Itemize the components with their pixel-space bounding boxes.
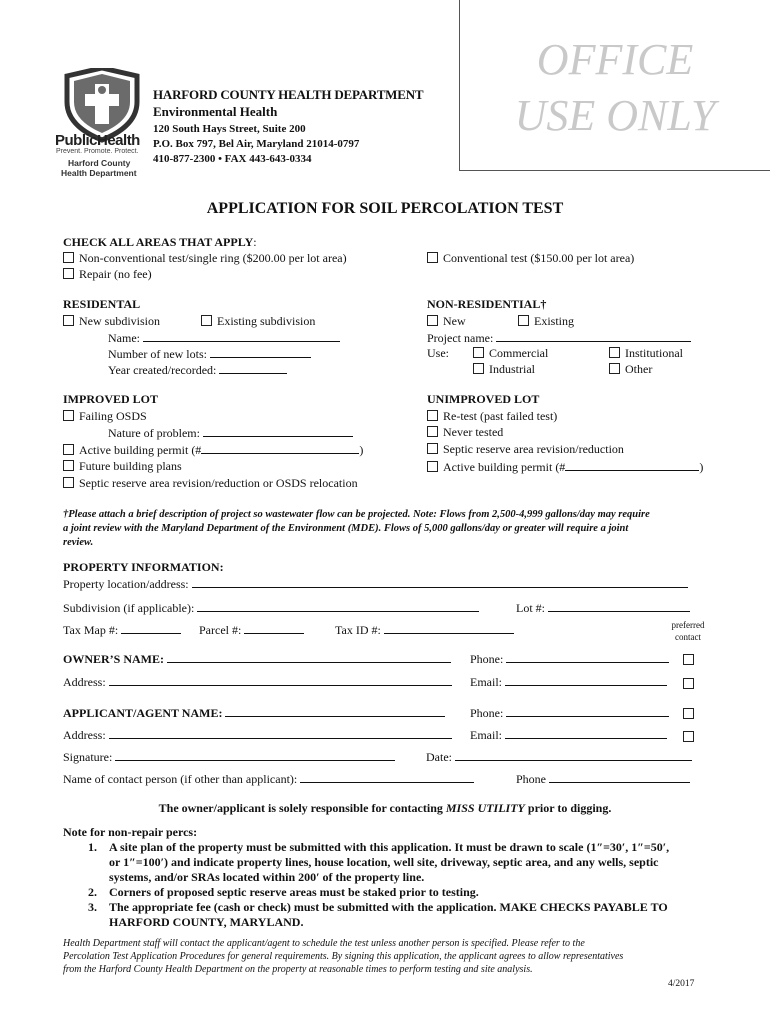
checkbox[interactable] [609, 363, 620, 374]
checkbox[interactable] [201, 315, 212, 326]
checkbox[interactable] [63, 252, 74, 263]
option-future-building[interactable]: Future building plans [63, 459, 182, 474]
option-nonres-existing[interactable]: Existing [518, 314, 574, 329]
checkbox[interactable] [427, 315, 438, 326]
checkbox[interactable] [427, 461, 438, 472]
address-line-2: P.O. Box 797, Bel Air, Maryland 21014-0797 [153, 138, 360, 150]
checkbox[interactable] [427, 443, 438, 454]
note-3-line-2: HARFORD COUNTY, MARYLAND. [109, 915, 304, 929]
form-version: 4/2017 [668, 979, 695, 989]
lot-number-field[interactable]: Lot #: [516, 600, 690, 616]
applicant-phone-preferred-checkbox[interactable] [683, 708, 694, 719]
note-number-2: 2. [88, 885, 97, 899]
checkbox[interactable] [63, 444, 74, 455]
subdivision-field[interactable]: Subdivision (if applicable): [63, 600, 479, 616]
contact-phone-field[interactable]: Phone [516, 771, 690, 787]
logo-tagline: Prevent. Promote. Protect. [56, 148, 139, 155]
option-unimproved-active-permit[interactable]: Active building permit (# ) [427, 459, 703, 475]
option-commercial[interactable]: Commercial [473, 346, 548, 361]
option-retest[interactable]: Re-test (past failed test) [427, 409, 557, 424]
checkbox[interactable] [427, 410, 438, 421]
improved-lot-heading: IMPROVED LOT [63, 392, 159, 406]
option-conventional[interactable]: Conventional test ($150.00 per lot area) [427, 251, 634, 266]
owner-name-field[interactable]: OWNER’S NAME: [63, 651, 451, 667]
logo-wordmark: PublicHealth [55, 132, 140, 149]
option-repair[interactable]: Repair (no fee) [63, 267, 152, 282]
year-recorded-field[interactable]: Year created/recorded: [108, 362, 287, 378]
miss-utility-notice: The owner/applicant is solely responsible for contacting MISS UTILITY prior to digging. [158, 801, 612, 815]
option-new-subdivision[interactable]: New subdivision [63, 314, 160, 329]
footnote-line-2: a joint review with the Maryland Department of the Environment (MDE). Flows of 5,000 gallons/day or greater will require a joint [63, 523, 629, 534]
public-health-logo [55, 68, 150, 180]
option-septic-relocation[interactable]: Septic reserve area revision/reduction or OSDS relocation [63, 476, 358, 491]
division-name: Environmental Health [153, 104, 278, 119]
checkbox[interactable] [427, 252, 438, 263]
closing-line-2: Percolation Test Application Procedures for general requirements. By signing this application, the applicant agrees to allow representatives [63, 951, 624, 962]
parcel-field[interactable]: Parcel #: [199, 622, 304, 638]
signature-field[interactable]: Signature: [63, 749, 395, 765]
logo-line1: Harford County [68, 158, 131, 168]
footnote-line-3: review. [63, 537, 94, 548]
phone-fax: 410-877-2300 • FAX 443-643-0334 [153, 153, 312, 165]
option-existing-subdivision[interactable]: Existing subdivision [201, 314, 315, 329]
checkbox[interactable] [63, 460, 74, 471]
page-title: APPLICATION FOR SOIL PERCOLATION TEST [206, 200, 564, 217]
footnote-line-1: †Please attach a brief description of project so wastewater flow can be projected. Note: Flows from 2,500-4,999 gallons/day may require [63, 509, 650, 520]
checkbox[interactable] [518, 315, 529, 326]
use-label: Use: [427, 346, 449, 360]
nature-of-problem-field[interactable]: Nature of problem: [108, 425, 353, 441]
owner-phone-preferred-checkbox[interactable] [683, 654, 694, 665]
applicant-email-preferred-checkbox[interactable] [683, 731, 694, 742]
option-improved-active-permit[interactable]: Active building permit (# ) [63, 442, 363, 458]
note-2: Corners of proposed septic reserve areas must be staked prior to testing. [109, 885, 479, 899]
note-3-line-1: The appropriate fee (cash or check) must be submitted with the application. MAKE CHECKS PAYABLE TO [109, 900, 668, 914]
closing-line-1: Health Department staff will contact the applicant/agent to schedule the test unless another person is specified. Please refer to the [63, 938, 585, 949]
option-industrial[interactable]: Industrial [473, 362, 535, 377]
contact-person-field[interactable]: Name of contact person (if other than applicant): [63, 771, 474, 787]
option-septic-revision[interactable]: Septic reserve area revision/reduction [427, 442, 624, 457]
property-info-heading: PROPERTY INFORMATION: [63, 560, 224, 574]
property-location-field[interactable]: Property location/address: [63, 576, 688, 592]
checkbox[interactable] [63, 477, 74, 488]
note-1-line-2: or 1″=100′) and indicate property lines, house location, well site, driveway, septic area, and any wells, septic [109, 855, 659, 869]
residential-heading: RESIDENTAL [63, 297, 141, 311]
checkbox[interactable] [609, 347, 620, 358]
checkbox[interactable] [63, 268, 74, 279]
tax-map-field[interactable]: Tax Map #: [63, 622, 181, 638]
project-name-field[interactable]: Project name: [427, 330, 691, 346]
note-number-1: 1. [88, 840, 97, 854]
checkbox[interactable] [473, 347, 484, 358]
checkbox[interactable] [427, 426, 438, 437]
owner-address-field[interactable]: Address: [63, 674, 452, 690]
address-line-1: 120 South Hays Street, Suite 200 [153, 123, 306, 135]
office-use-only-label: OFFICE USE ONLY [514, 35, 716, 140]
option-never-tested[interactable]: Never tested [427, 425, 503, 440]
checkbox[interactable] [63, 315, 74, 326]
option-failing-osds[interactable]: Failing OSDS [63, 409, 147, 424]
note-number-3: 3. [88, 900, 97, 914]
office-use-only-box [459, 0, 770, 171]
nonresidential-heading: NON-RESIDENTIAL† [427, 297, 547, 311]
applicant-name-field[interactable]: APPLICANT/AGENT NAME: [63, 705, 445, 721]
date-field[interactable]: Date: [426, 749, 692, 765]
closing-line-3: from the Harford County Health Department on the property at reasonable times to perform testing and site analysis. [63, 964, 533, 975]
note-1-line-3: systems, and/or SRAs located within 200′ of the property line. [109, 870, 425, 884]
checkbox[interactable] [63, 410, 74, 421]
applicant-address-field[interactable]: Address: [63, 727, 452, 743]
checkbox[interactable] [473, 363, 484, 374]
option-nonconventional[interactable]: Non-conventional test/single ring ($200.00 per lot area) [63, 251, 347, 266]
option-institutional[interactable]: Institutional [609, 346, 683, 361]
check-all-heading: CHECK ALL AREAS THAT APPLY: [63, 235, 257, 249]
unimproved-lot-heading: UNIMPROVED LOT [427, 392, 540, 406]
note-1-line-1: A site plan of the property must be submitted with this application. It must be drawn to scale (1″=30′, 1″=50′, [109, 840, 670, 854]
tax-id-field[interactable]: Tax ID #: [335, 622, 514, 638]
applicant-email-field[interactable]: Email: [470, 727, 667, 743]
owner-phone-field[interactable]: Phone: [470, 651, 669, 667]
applicant-phone-field[interactable]: Phone: [470, 705, 669, 721]
dept-name: HARFORD COUNTY HEALTH DEPARTMENT [153, 87, 424, 102]
residential-name-field[interactable]: Name: [108, 330, 340, 346]
option-other[interactable]: Other [609, 362, 652, 377]
preferred-contact-label: preferred contact [671, 620, 705, 642]
new-lots-field[interactable]: Number of new lots: [108, 346, 311, 362]
owner-email-preferred-checkbox[interactable] [683, 678, 694, 689]
logo-line2: Health Department [61, 168, 137, 178]
option-nonres-new[interactable]: New [427, 314, 466, 329]
notes-heading: Note for non-repair percs: [63, 825, 198, 839]
owner-email-field[interactable]: Email: [470, 674, 667, 690]
